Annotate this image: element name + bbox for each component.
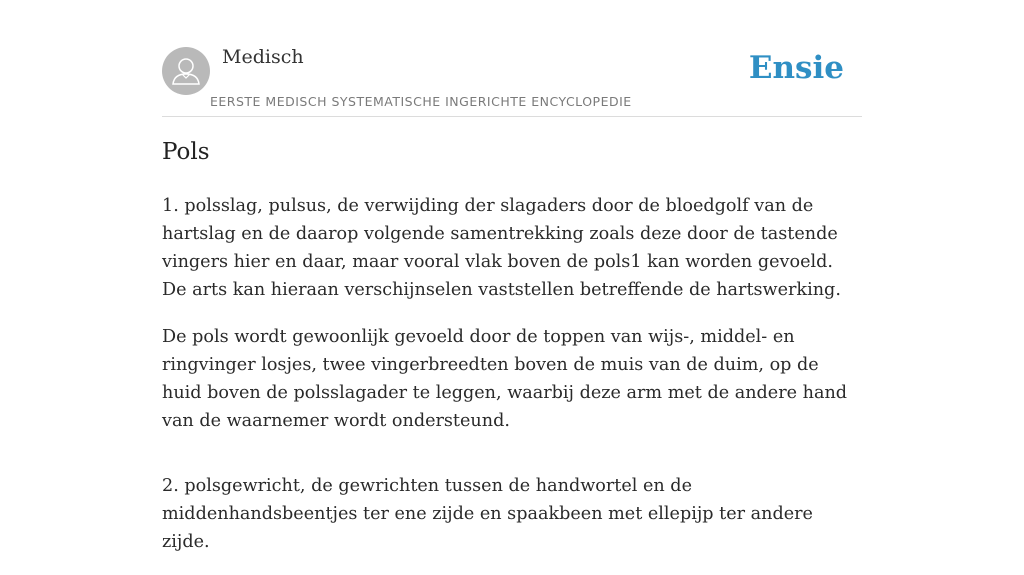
user-silhouette-icon [162, 47, 210, 95]
brand-logo[interactable]: Ensie [748, 50, 844, 86]
article-paragraph: 2. polsgewricht, de gewrichten tussen de handwortel en de middenhandsbeentjes ter ene zijde en spaakbeen met ellepijp ter andere zijde. [162, 476, 813, 552]
avatar[interactable] [162, 47, 210, 95]
article-title: Pols [162, 139, 210, 165]
category-link[interactable]: Medisch [222, 46, 304, 68]
article-body [162, 192, 862, 575]
article-paragraph: De pols wordt gewoonlijk gevoeld door de toppen van wijs-, middel- en ringvinger losjes, twee vingerbreedten boven de muis van de duim, op de huid boven de polsslagader te leggen, waarbij deze arm met de andere hand van de waarnemer wordt ondersteund. [162, 327, 848, 431]
site-header [162, 40, 862, 117]
article-paragraph: 1. polsslag, pulsus, de verwijding der slagaders door de bloedgolf van de hartslag en de daarop volgende samentrekking zoals deze door de tastende vingers hier en daar, maar vooral vlak boven de pols1 kan worden gevoeld. De arts kan hieraan verschijnselen vaststellen betreffende de hartswerking. [162, 196, 841, 300]
site-subtitle: EERSTE MEDISCH SYSTEMATISCHE INGERICHTE ENCYCLOPEDIE [210, 94, 632, 109]
